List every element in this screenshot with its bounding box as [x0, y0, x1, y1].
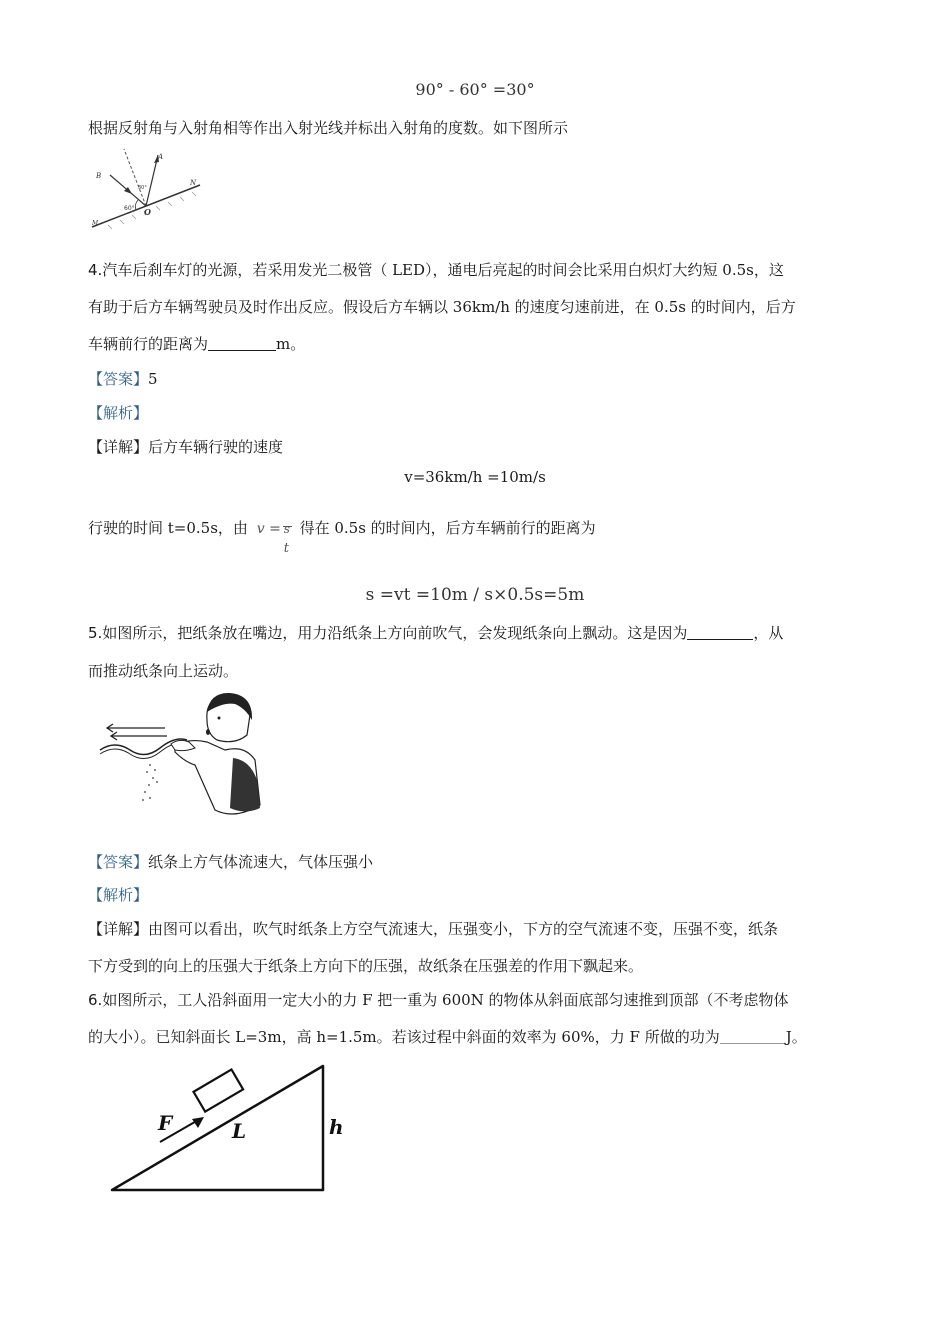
label-l: L [232, 1119, 247, 1143]
fraction-s-over-t: s t [283, 522, 290, 556]
q5-detail-1: 【详解】由图可以看出，吹气时纸条上方空气流速大，压强变小，下方的空气流速不变，压强不变，纸条 [88, 920, 779, 938]
q4-answer: 【答案】5 [88, 370, 158, 388]
q4-answer-blank [208, 336, 276, 351]
label-a: A [158, 153, 164, 161]
mirror-hatching [108, 192, 196, 229]
blowing-paper-figure [95, 690, 275, 825]
q6-line-1: 6.如图所示，工人沿斜面用一定大小的力 F 把一重为 600N 的物体从斜面底部匀速推到顶部（不考虑物体 [88, 991, 789, 1009]
q5-analysis-tag: 【解析】 [88, 886, 149, 904]
label-f: F [158, 1111, 173, 1135]
q6-answer-blank [720, 1029, 786, 1044]
label-h: h [329, 1115, 344, 1139]
q4-line-2: 有助于后方车辆驾驶员及时作出反应。假设后方车辆以 36km/h 的速度匀速前进，在 0.5s 的时间内，后方 [88, 298, 796, 316]
q4-equation-1: v=36km/h =10m/s [404, 468, 546, 486]
q6-line-2: 的大小）。已知斜面长 L=3m，高 h=1.5m。若该过程中斜面的效率为 60%，力 F 所做的功为 J。 [88, 1028, 807, 1046]
airflow-arrows [107, 724, 167, 740]
formula-top: 90° - 60° =30° [415, 80, 535, 99]
label-b: B [96, 172, 102, 180]
block-on-incline [194, 1070, 244, 1112]
q4-time-line: 行驶的时间 t=0.5s，由 v = s t 得在 0.5s 的时间内，后方车辆前行的距离为 [88, 508, 596, 548]
label-m: M [92, 220, 99, 227]
q5-line-2: 而推动纸条向上运动。 [88, 662, 239, 680]
q4-number: 4. [88, 261, 103, 279]
incline-figure [100, 1060, 360, 1200]
falling-dots [142, 764, 158, 801]
q4-line-3: 车辆前行的距离为 m。 [88, 335, 306, 353]
q5-detail-2: 下方受到的向上的压强大于纸条上方向下的压强，故纸条在压强差的作用下飘起来。 [88, 957, 644, 975]
q4-detail: 【详解】后方车辆行驶的速度 [88, 438, 284, 456]
q5-answer: 【答案】纸条上方气体流速大，气体压强小 [88, 853, 374, 871]
q5-line-1: 5.如图所示，把纸条放在嘴边，用力沿纸条上方向前吹气，会发现纸条向上飘动。这是因为 ，从 [88, 624, 784, 642]
label-angle-60: 60° [124, 205, 135, 212]
reflected-ray [146, 155, 158, 206]
label-n: N [190, 179, 197, 187]
q4-line-1: 4.汽车后刹车灯的光源，若采用发光二极管（ LED），通电后亮起的时间会比采用白炽灯大约短 0.5s，这 [88, 261, 784, 279]
q5-answer-blank [687, 625, 753, 640]
label-o: O [144, 207, 151, 217]
reflection-diagram [88, 145, 208, 235]
q4-equation-2: s =vt =10m / s×0.5s=5m [365, 585, 585, 605]
normal-line [124, 149, 146, 206]
intro-line: 根据反射角与入射角相等作出入射光线并标出入射角的度数。如下图所示 [88, 119, 569, 137]
q4-analysis-tag: 【解析】 [88, 404, 149, 422]
label-angle-30: 30° [138, 185, 147, 191]
